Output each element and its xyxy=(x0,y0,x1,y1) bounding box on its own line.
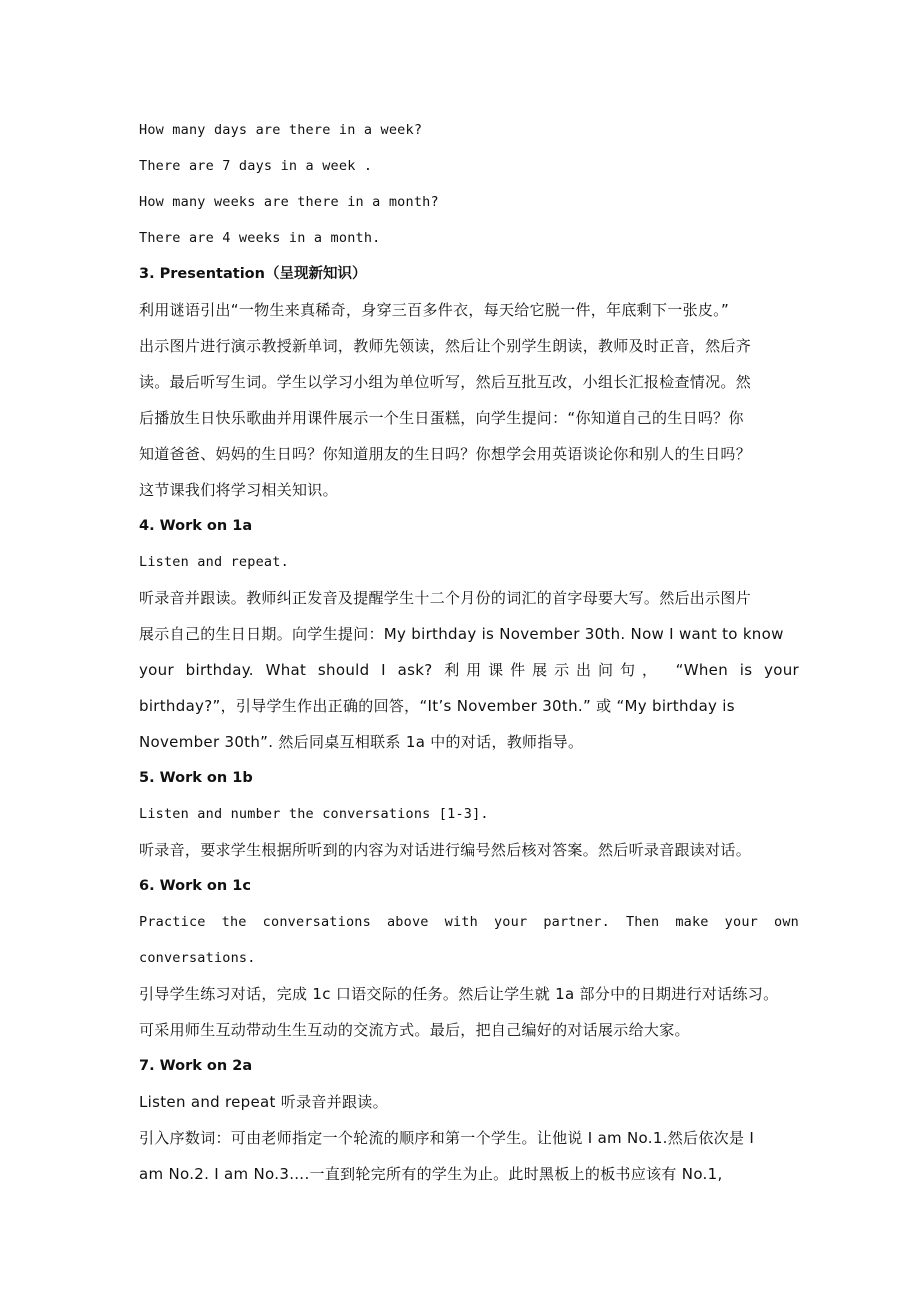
text-line: 后播放生日快乐歌曲并用课件展示一个生日蛋糕，向学生提问：“你知道自己的生日吗？你 xyxy=(139,409,744,427)
section-heading: 6. Work on 1c xyxy=(139,878,251,894)
text-line: 展示自己的生日日期。向学生提问：My birthday is November 30th. Now I want to know xyxy=(139,625,784,643)
text-line: 知道爸爸、妈妈的生日吗？你知道朋友的生日吗？你想学会用英语谈论你和别人的生日吗？ xyxy=(139,445,752,463)
text-line: am No.2. I am No.3….一直到轮完所有的学生为止。此时黑板上的板书应该有 No.1, xyxy=(139,1165,723,1183)
text-line: November 30th”. 然后同桌互相联系 1a 中的对话，教师指导。 xyxy=(139,733,584,751)
text-line: There are 4 weeks in a month. xyxy=(139,230,381,246)
text-line: Listen and repeat 听录音并跟读。 xyxy=(139,1093,388,1111)
text-line: 引入序数词：可由老师指定一个轮流的顺序和第一个学生。让他说 I am No.1.然后依次是 I xyxy=(139,1129,755,1147)
text-line: your birthday. What should I ask? 利用课件展示出问句， “When is your xyxy=(139,661,799,679)
text-line: 可采用师生互动带动生生互动的交流方式。最后，把自己编好的对话展示给大家。 xyxy=(139,1021,690,1039)
text-line: There are 7 days in a week . xyxy=(139,158,373,174)
section-heading: 3. Presentation（呈现新知识） xyxy=(139,266,367,282)
text-line: How many weeks are there in a month? xyxy=(139,194,439,210)
text-line: 出示图片进行演示教授新单词，教师先领读，然后让个别学生朗读，教师及时正音，然后齐 xyxy=(139,337,752,355)
text-line: 这节课我们将学习相关知识。 xyxy=(139,481,338,499)
text-line: 听录音，要求学生根据所听到的内容为对话进行编号然后核对答案。然后听录音跟读对话。 xyxy=(139,841,752,859)
section-heading: 4. Work on 1a xyxy=(139,518,253,534)
text-line: conversations. xyxy=(139,950,256,966)
text-line: birthday?”，引导学生作出正确的回答，“It’s November 30th.” 或 “My birthday is xyxy=(139,697,735,715)
text-line: Listen and repeat. xyxy=(139,554,289,570)
section-heading: 7. Work on 2a xyxy=(139,1058,253,1074)
text-line: 读。最后听写生词。学生以学习小组为单位听写，然后互批互改，小组长汇报检查情况。然 xyxy=(139,373,752,391)
text-line: Practice the conversations above with your partner. Then make your own xyxy=(139,914,799,930)
text-line: Listen and number the conversations [1-3]. xyxy=(139,806,489,822)
text-line: 引导学生练习对话，完成 1c 口语交际的任务。然后让学生就 1a 部分中的日期进行对话练习。 xyxy=(139,985,779,1003)
document-page xyxy=(139,112,799,1192)
text-line: 利用谜语引出“一物生来真稀奇，身穿三百多件衣，每天给它脱一件，年底剩下一张皮。” xyxy=(139,301,730,319)
section-heading: 5. Work on 1b xyxy=(139,770,253,786)
text-line: 听录音并跟读。教师纠正发音及提醒学生十二个月份的词汇的首字母要大写。然后出示图片 xyxy=(139,589,752,607)
text-line: How many days are there in a week? xyxy=(139,122,423,138)
